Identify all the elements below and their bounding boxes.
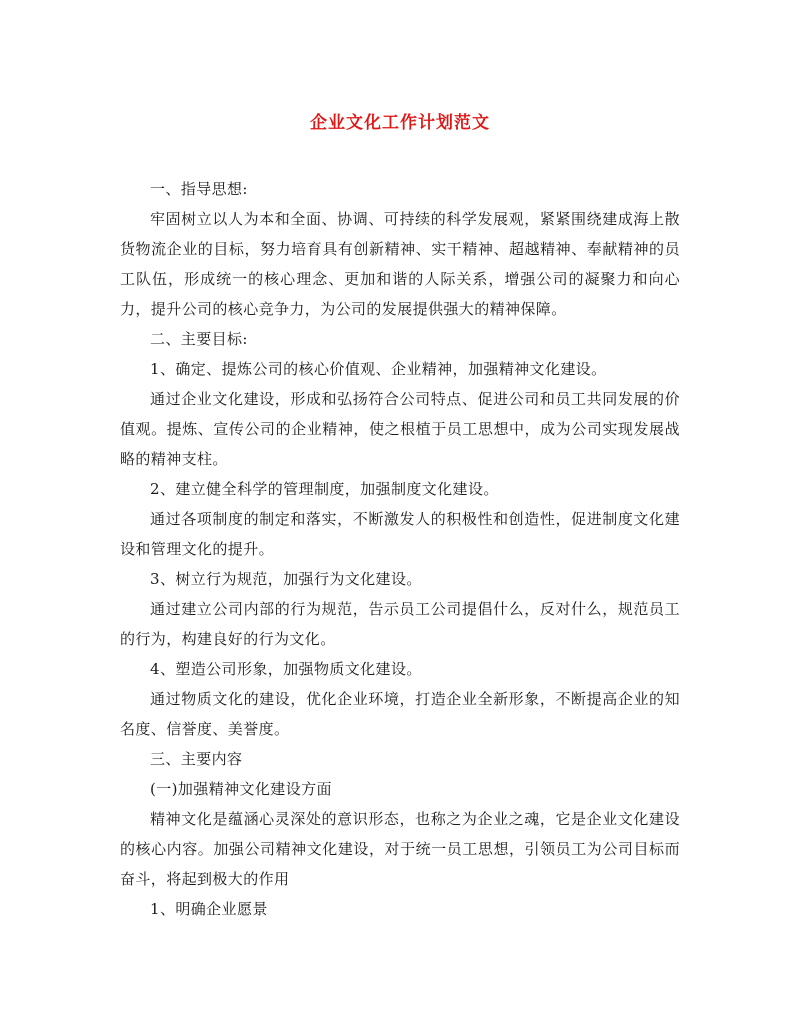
subheading-spiritual-culture: (一)加强精神文化建设方面: [150, 780, 332, 798]
content-item-1: 1、明确企业愿景: [150, 900, 268, 918]
body-paragraph: 通过各项制度的制定和落实，不断激发人的积极性和创造性，促进制度文化建设和管理文化的提升。: [120, 510, 680, 558]
goal-item-2: 2、建立健全科学的管理制度，加强制度文化建设。: [150, 480, 499, 498]
body-paragraph: 牢固树立以人为本和全面、协调、可持续的科学发展观，紧紧围绕建成海上散货物流企业的目标，努力培育具有创新精神、实干精神、超越精神、奉献精神的员工队伍，形成统一的核心理念、更加和谐的人际关系，增强公司的凝聚力和向心力，提升公司的核心竞争力，为公司的发展提供强大的精神保障。: [120, 210, 680, 318]
body-paragraph: 精神文化是蕴涵心灵深处的意识形态，也称之为企业之魂，它是企业文化建设的核心内容。加强公司精神文化建设，对于统一员工思想，引领员工为公司目标而奋斗，将起到极大的作用: [120, 810, 680, 888]
body-paragraph: 通过建立公司内部的行为规范，告示员工公司提倡什么，反对什么，规范员工的行为，构建良好的行为文化。: [120, 600, 680, 648]
goal-item-3: 3、树立行为规范，加强行为文化建设。: [150, 570, 422, 588]
body-paragraph: 通过物质文化的建设，优化企业环境，打造企业全新形象，不断提高企业的知名度、信誉度、美誉度。: [120, 690, 680, 738]
document-title: 企业文化工作计划范文: [310, 113, 490, 133]
goal-item-4: 4、塑造公司形象，加强物质文化建设。: [150, 660, 422, 678]
body-paragraph: 通过企业文化建设，形成和弘扬符合公司特点、促进公司和员工共同发展的价值观。提炼、宣传公司的企业精神，使之根植于员工思想中，成为公司实现发展战略的精神支柱。: [120, 390, 680, 468]
heading-guiding-ideology: 一、指导思想:: [150, 180, 248, 198]
heading-main-goals: 二、主要目标:: [150, 330, 248, 348]
heading-main-content: 三、主要内容: [150, 750, 243, 768]
goal-item-1: 1、确定、提炼公司的核心价值观、企业精神，加强精神文化建设。: [150, 360, 607, 378]
document-body: [120, 174, 680, 924]
